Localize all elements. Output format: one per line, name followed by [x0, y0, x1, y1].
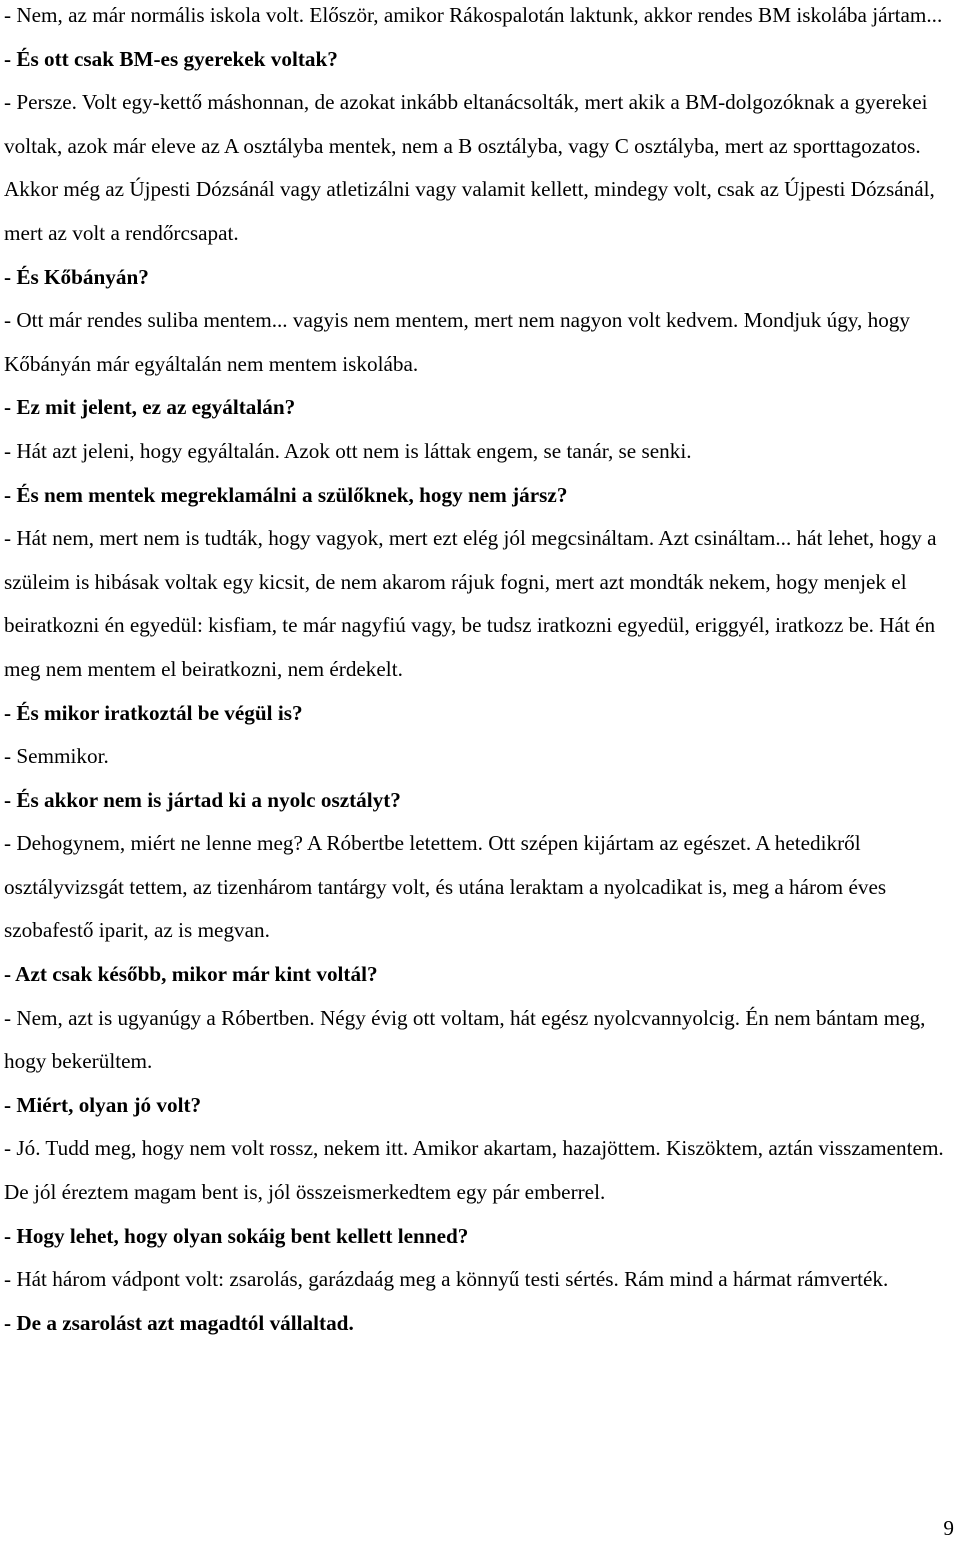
question-paragraph: - Miért, olyan jó volt? — [4, 1092, 202, 1117]
question-paragraph: - És mikor iratkoztál be végül is? — [4, 700, 303, 725]
document-page — [4, 0, 954, 1345]
question-paragraph: - Hogy lehet, hogy olyan sokáig bent kellett lenned? — [4, 1223, 469, 1248]
question-paragraph: - Azt csak később, mikor már kint voltál? — [4, 962, 378, 987]
answer-paragraph: - Hát három vádpont volt: zsarolás, garázdaág meg a könnyű testi sértés. Rám mind a hármat rámverték. — [4, 1267, 889, 1292]
question-paragraph: - És ott csak BM-es gyerekek voltak? — [4, 46, 338, 71]
question-paragraph: - És Kőbányán? — [4, 264, 149, 289]
page-number: 9 — [943, 1516, 954, 1540]
question-paragraph: - Ez mit jelent, ez az egyáltalán? — [4, 395, 296, 420]
answer-paragraph: - Nem, azt is ugyanúgy a Róbertben. Négy évig ott voltam, hát egész nyolcvannyolcig. Én nem bántam meg, hogy bekerültem. — [4, 1005, 926, 1074]
question-paragraph: - De a zsarolást azt magadtól vállaltad. — [4, 1310, 354, 1335]
answer-paragraph: - Persze. Volt egy-kettő máshonnan, de azokat inkább eltanácsolták, mert akik a BM-dolgozóknak a gyerekei voltak, azok már eleve az A osztályba mentek, nem a B osztályba, vagy C osztályba, mert az sporttagozatos. Akkor még az Újpesti Dózsánál vagy atletizálni vagy valamit kellett, mindegy volt, csak az Újpesti Dózsánál, mert az volt a rendőrcsapat. — [4, 90, 935, 245]
answer-paragraph: - Jó. Tudd meg, hogy nem volt rossz, nekem itt. Amikor akartam, hazajöttem. Kiszöktem, aztán visszamentem. De jól éreztem magam bent is, jól összeismerkedtem egy pár emberrel. — [4, 1136, 944, 1205]
question-paragraph: - És akkor nem is jártad ki a nyolc osztályt? — [4, 787, 401, 812]
answer-paragraph: - Hát nem, mert nem is tudták, hogy vagyok, mert ezt elég jól megcsináltam. Azt csináltam... hát lehet, hogy a szüleim is hibásak voltak egy kicsit, de nem akarom rájuk fogni, mert azt mondták nekem, hogy menjek el beiratkozni én egyedül: kisfiam, te már nagyfiú vagy, be tudsz iratkozni egyedül, eriggyél, iratkozz be. Hát én meg nem mentem el beiratkozni, nem érdekelt. — [4, 526, 937, 681]
answer-paragraph: - Semmikor. — [4, 744, 109, 769]
answer-paragraph: - Nem, az már normális iskola volt. Először, amikor Rákospalotán laktunk, akkor rendes BM iskolába jártam... — [4, 3, 943, 27]
answer-paragraph: - Hát azt jeleni, hogy egyáltalán. Azok ott nem is láttak engem, se tanár, se senki. — [4, 438, 692, 463]
answer-paragraph: - Dehogynem, miért ne lenne meg? A Róbertbe letettem. Ott szépen kijártam az egészet. A hetedikről osztályvizsgát tettem, az tizenhárom tantárgy volt, és utána leraktam a nyolcadikat is, meg a három éves szobafestő iparit, az is megvan. — [4, 831, 887, 943]
question-paragraph: - És nem mentek megreklamálni a szülőknek, hogy nem jársz? — [4, 482, 568, 507]
answer-paragraph: - Ott már rendes suliba mentem... vagyis nem mentem, mert nem nagyon volt kedvem. Mondjuk úgy, hogy Kőbányán már egyáltalán nem mentem iskolába. — [4, 308, 910, 376]
